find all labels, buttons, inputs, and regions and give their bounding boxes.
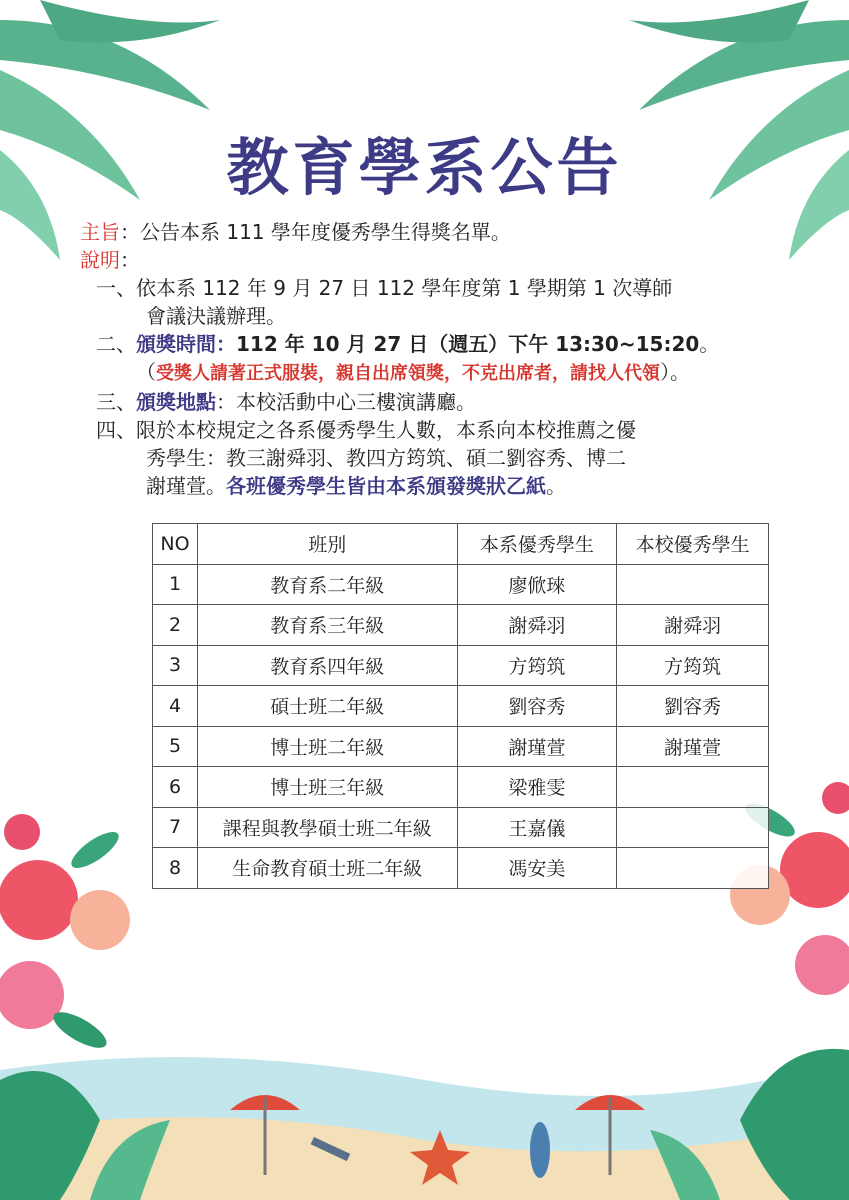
item-four-line3-text: 謝瑾萱。 (146, 474, 226, 498)
class-cell: 碩士班二年級 (197, 686, 457, 727)
table-row (153, 645, 769, 686)
explain-colon: ： (120, 248, 140, 272)
award-place-label: 頒獎地點 (136, 390, 216, 414)
note-close: ）。 (660, 360, 690, 384)
item-three-number: 三、 (96, 390, 136, 414)
school-student-cell (617, 807, 769, 848)
item-one-line1: 依本系 112 年 9 月 27 日 112 學年度第 1 學期第 1 次導師 (136, 276, 673, 300)
hibiscus-flower-icon (0, 814, 130, 1055)
column-header-school-student: 本校優秀學生 (617, 524, 769, 565)
item-four-line3 (80, 472, 780, 500)
table-row (153, 686, 769, 727)
school-student-cell (617, 848, 769, 889)
item-two (80, 330, 780, 358)
explain-label: 說明 (80, 248, 120, 272)
announcement-body (80, 218, 780, 500)
item-four-end: 。 (546, 474, 566, 498)
row-number: 7 (153, 807, 198, 848)
column-header-class: 班別 (197, 524, 457, 565)
class-cell: 教育系二年級 (197, 564, 457, 605)
class-cell: 教育系三年級 (197, 605, 457, 646)
dept-student-cell: 廖俽琜 (457, 564, 617, 605)
class-cell: 博士班二年級 (197, 726, 457, 767)
table-row (153, 726, 769, 767)
dept-student-cell: 馮安美 (457, 848, 617, 889)
school-student-cell (617, 767, 769, 808)
row-number: 6 (153, 767, 198, 808)
note-open: （ (136, 360, 156, 384)
item-two-end: 。 (699, 332, 720, 356)
award-place-text: ：本校活動中心三樓演講廳。 (216, 390, 476, 414)
class-cell: 課程與教學碩士班二年級 (197, 807, 457, 848)
column-header-no: NO (153, 524, 198, 565)
row-number: 4 (153, 686, 198, 727)
dept-student-cell: 謝瑾萱 (457, 726, 617, 767)
certificate-note: 各班優秀學生皆由本系頒發獎狀乙紙 (226, 474, 546, 498)
column-header-dept-student: 本系優秀學生 (457, 524, 617, 565)
row-number: 8 (153, 848, 198, 889)
subject-text: ：公告本系 111 學年度優秀學生得獎名單。 (120, 220, 511, 244)
table-header-row (153, 524, 769, 565)
item-one-number: 一、 (96, 276, 136, 300)
dept-student-cell: 謝舜羽 (457, 605, 617, 646)
table-row (153, 605, 769, 646)
row-number: 2 (153, 605, 198, 646)
item-one-line2: 會議決議辦理。 (146, 304, 286, 328)
row-number: 3 (153, 645, 198, 686)
table-row (153, 848, 769, 889)
award-time-label: 頒獎時間： (136, 332, 236, 356)
table-row (153, 564, 769, 605)
item-four-line1: 限於本校規定之各系優秀學生人數，本系向本校推薦之優 (136, 418, 636, 442)
class-cell: 博士班三年級 (197, 767, 457, 808)
item-three (80, 388, 780, 416)
school-student-cell: 謝瑾萱 (617, 726, 769, 767)
table-row (153, 767, 769, 808)
school-student-cell: 方筠筑 (617, 645, 769, 686)
award-time-value: 112 年 10 月 27 日（週五）下午 13:30~15:20 (236, 332, 700, 356)
row-number: 1 (153, 564, 198, 605)
dept-student-cell: 方筠筑 (457, 645, 617, 686)
table-row (153, 807, 769, 848)
beach-scene-icon (0, 1049, 849, 1200)
award-table (152, 523, 769, 889)
dept-student-cell: 王嘉儀 (457, 807, 617, 848)
row-number: 5 (153, 726, 198, 767)
school-student-cell (617, 564, 769, 605)
item-four (80, 416, 780, 444)
school-student-cell: 謝舜羽 (617, 605, 769, 646)
explain-line (80, 246, 780, 274)
page-title: 教育學系公告 (226, 131, 623, 204)
dept-student-cell: 梁雅雯 (457, 767, 617, 808)
school-student-cell: 劉容秀 (617, 686, 769, 727)
dept-student-cell: 劉容秀 (457, 686, 617, 727)
subject-label: 主旨 (80, 220, 120, 244)
subject-line (80, 218, 780, 246)
item-two-note (80, 358, 780, 388)
item-four-number: 四、 (96, 418, 136, 442)
class-cell: 生命教育碩士班二年級 (197, 848, 457, 889)
dress-code-note: 受獎人請著正式服裝，親自出席領獎，不克出席者，請找人代領 (156, 363, 660, 384)
item-one (80, 274, 780, 302)
class-cell: 教育系四年級 (197, 645, 457, 686)
item-two-number: 二、 (96, 332, 136, 356)
item-four-line2: 秀學生：教三謝舜羽、教四方筠筑、碩二劉容秀、博二 (146, 446, 626, 470)
